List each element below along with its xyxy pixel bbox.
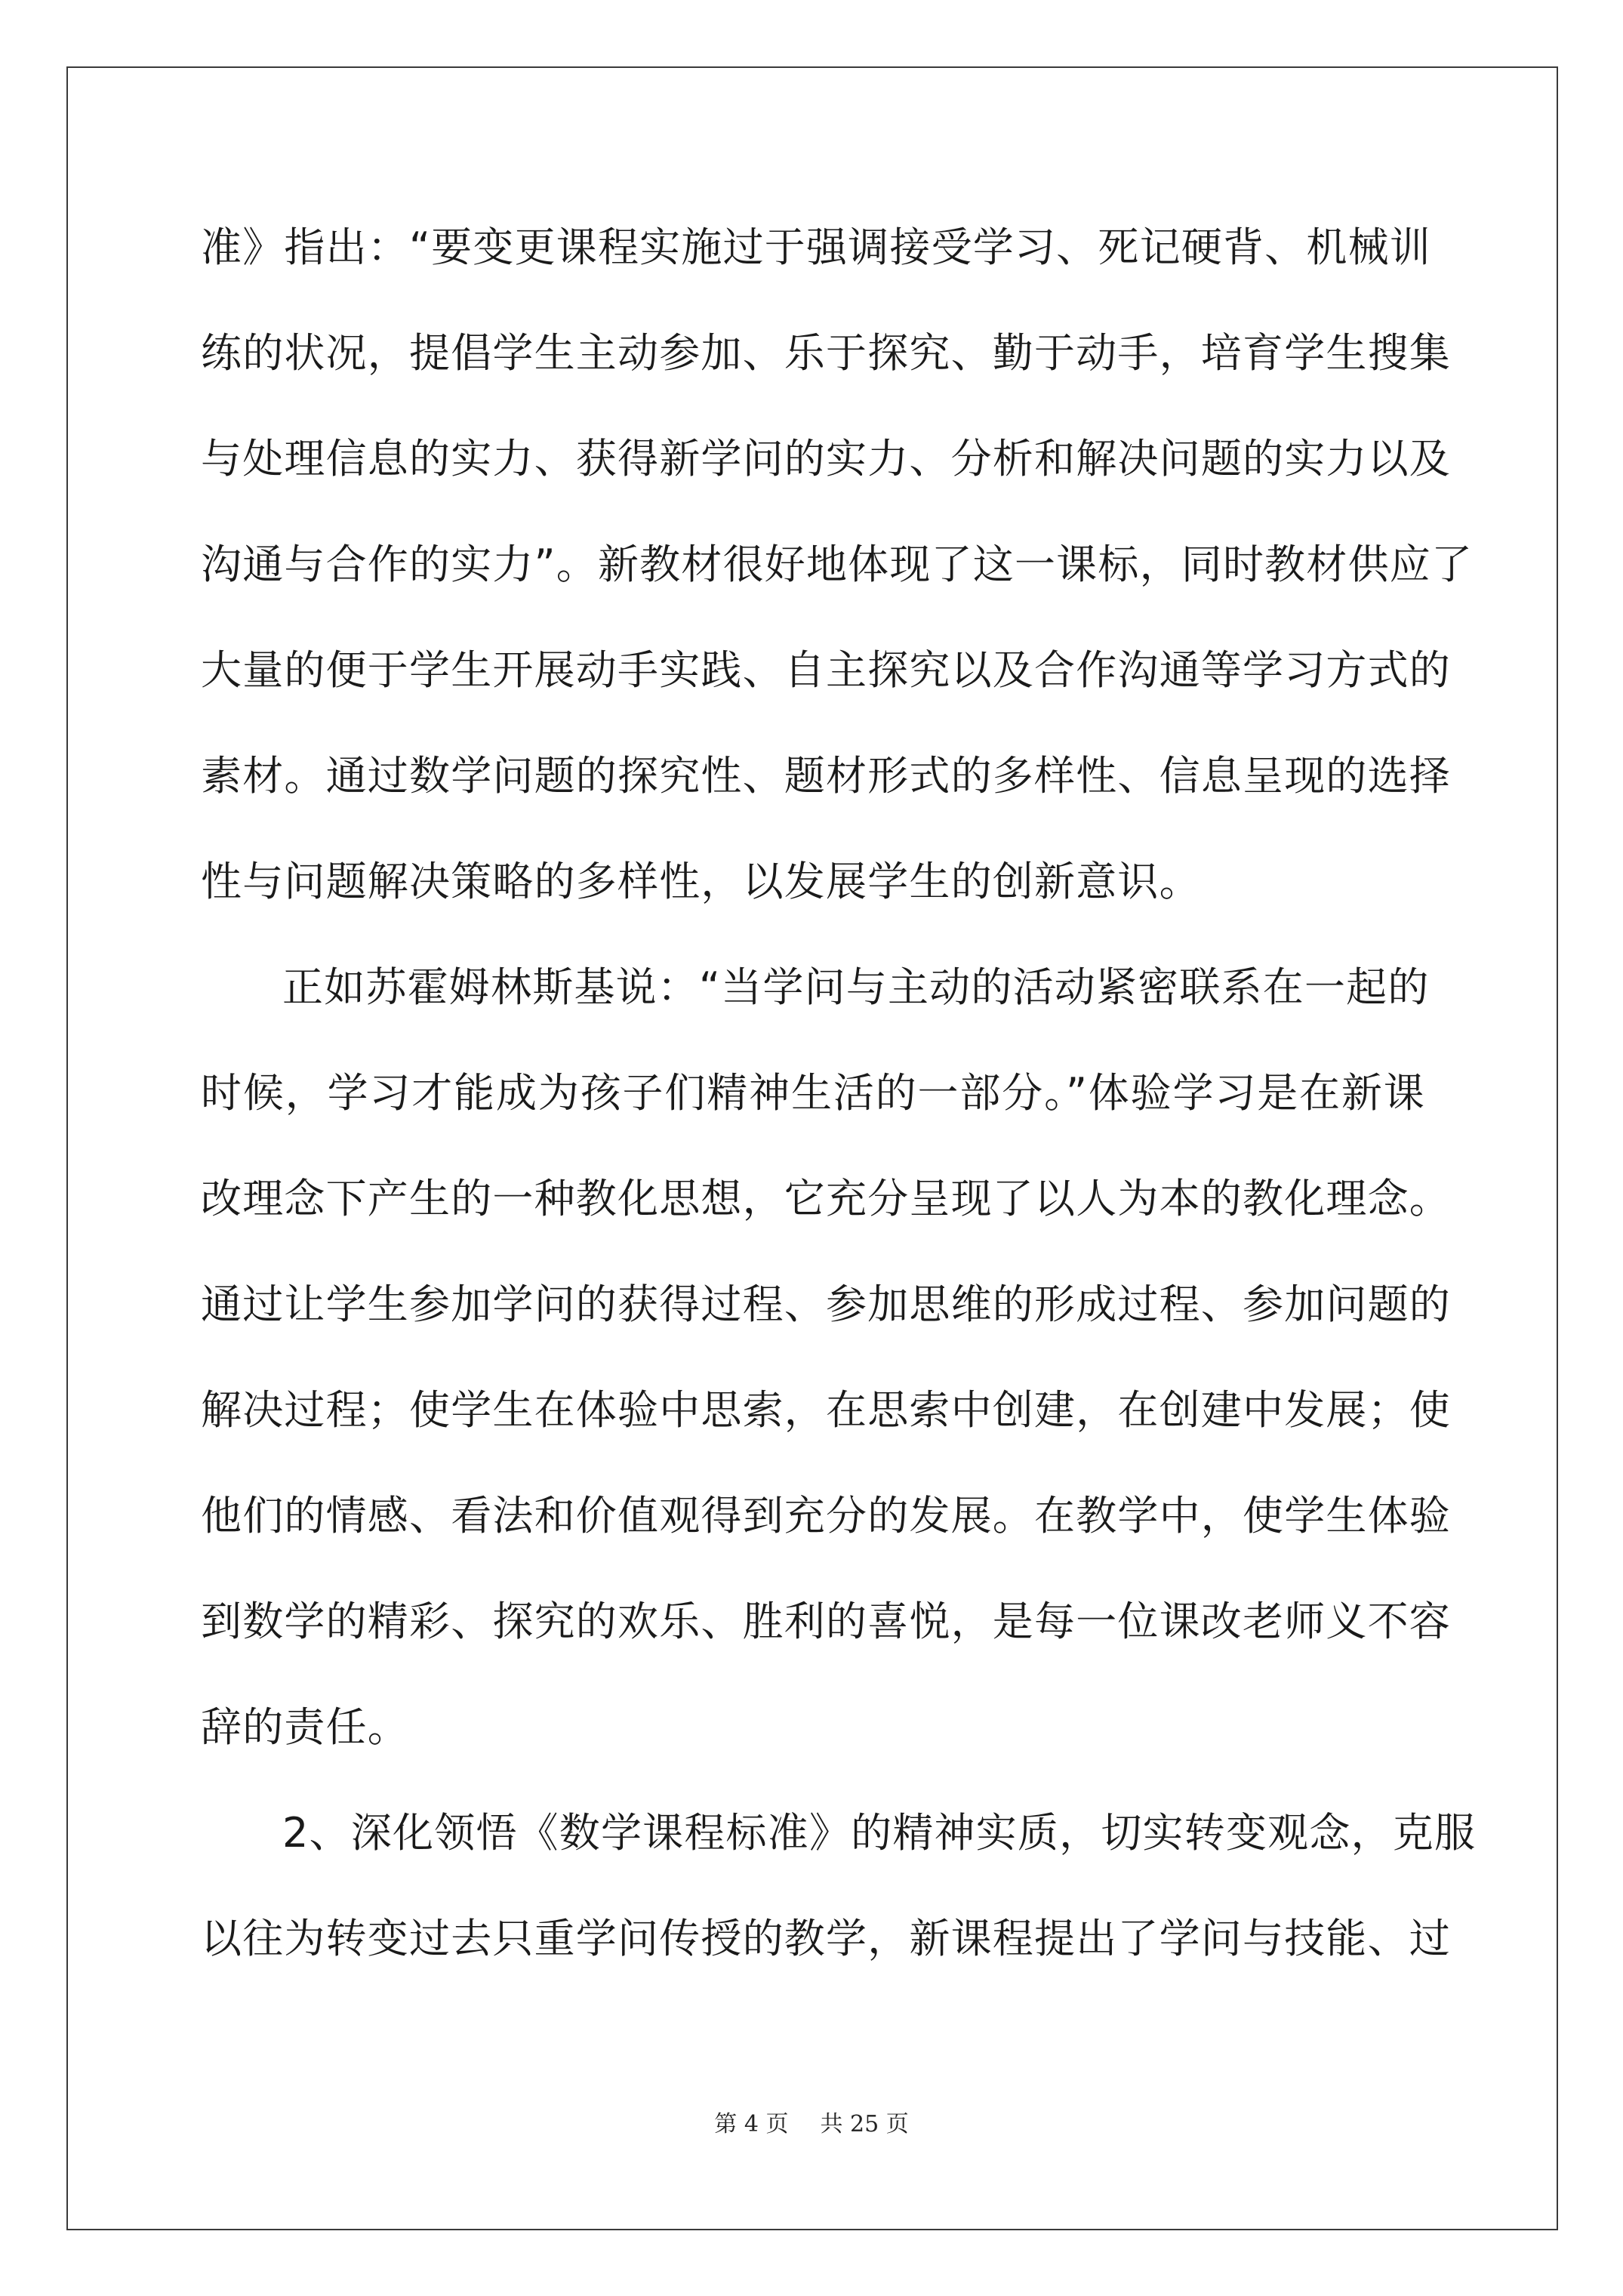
text-line: 练的状况，提倡学生主动参加、乐于探究、勤于动手，培育学生搜集 <box>201 329 1451 377</box>
text-line: 准》指出：“要变更课程实施过于强调接受学习、死记硬背、机械训 <box>201 223 1431 271</box>
text-line: 性与问题解决策略的多样性，以发展学生的创新意识。 <box>201 858 1201 905</box>
text-line: 与处理信息的实力、获得新学问的实力、分析和解决问题的实力以及 <box>201 435 1451 482</box>
paragraph-first-line: 2、深化领悟《数学课程标准》的精神实质，切实转变观念，克服 <box>282 1809 1477 1857</box>
text-line: 辞的责任。 <box>201 1703 409 1751</box>
paragraph-first-line: 正如苏霍姆林斯基说：“当学问与主动的活动紧密联系在一起的 <box>282 963 1430 1011</box>
text-line: 沟通与合作的实力”。新教材很好地体现了这一课标，同时教材供应了 <box>201 541 1474 588</box>
text-line: 素材。通过数学问题的探究性、题材形式的多样性、信息呈现的选择 <box>201 752 1451 800</box>
text-line: 改理念下产生的一种教化思想，它充分呈现了以人为本的教化理念。 <box>201 1175 1451 1222</box>
page-footer <box>0 2105 1623 2138</box>
text-line: 他们的情感、看法和价值观得到充分的发展。在教学中，使学生体验 <box>201 1492 1451 1539</box>
text-line: 通过让学生参加学问的获得过程、参加思维的形成过程、参加问题的 <box>201 1281 1451 1328</box>
text-line: 以往为转变过去只重学问传授的教学，新课程提出了学问与技能、过 <box>201 1915 1451 1962</box>
page-number: 第 4 页 <box>714 2111 789 2137</box>
page-total: 共 25 页 <box>820 2111 909 2137</box>
text-line: 大量的便于学生开展动手实践、自主探究以及合作沟通等学习方式的 <box>201 646 1451 694</box>
text-line: 解决过程；使学生在体验中思索，在思索中创建，在创建中发展；使 <box>201 1386 1451 1434</box>
text-line: 时候，学习才能成为孩子们精神生活的一部分。”体验学习是在新课 <box>201 1069 1425 1117</box>
document-body <box>201 217 1477 2014</box>
text-line: 到数学的精彩、探究的欢乐、胜利的喜悦，是每一位课改老师义不容 <box>201 1598 1451 1645</box>
